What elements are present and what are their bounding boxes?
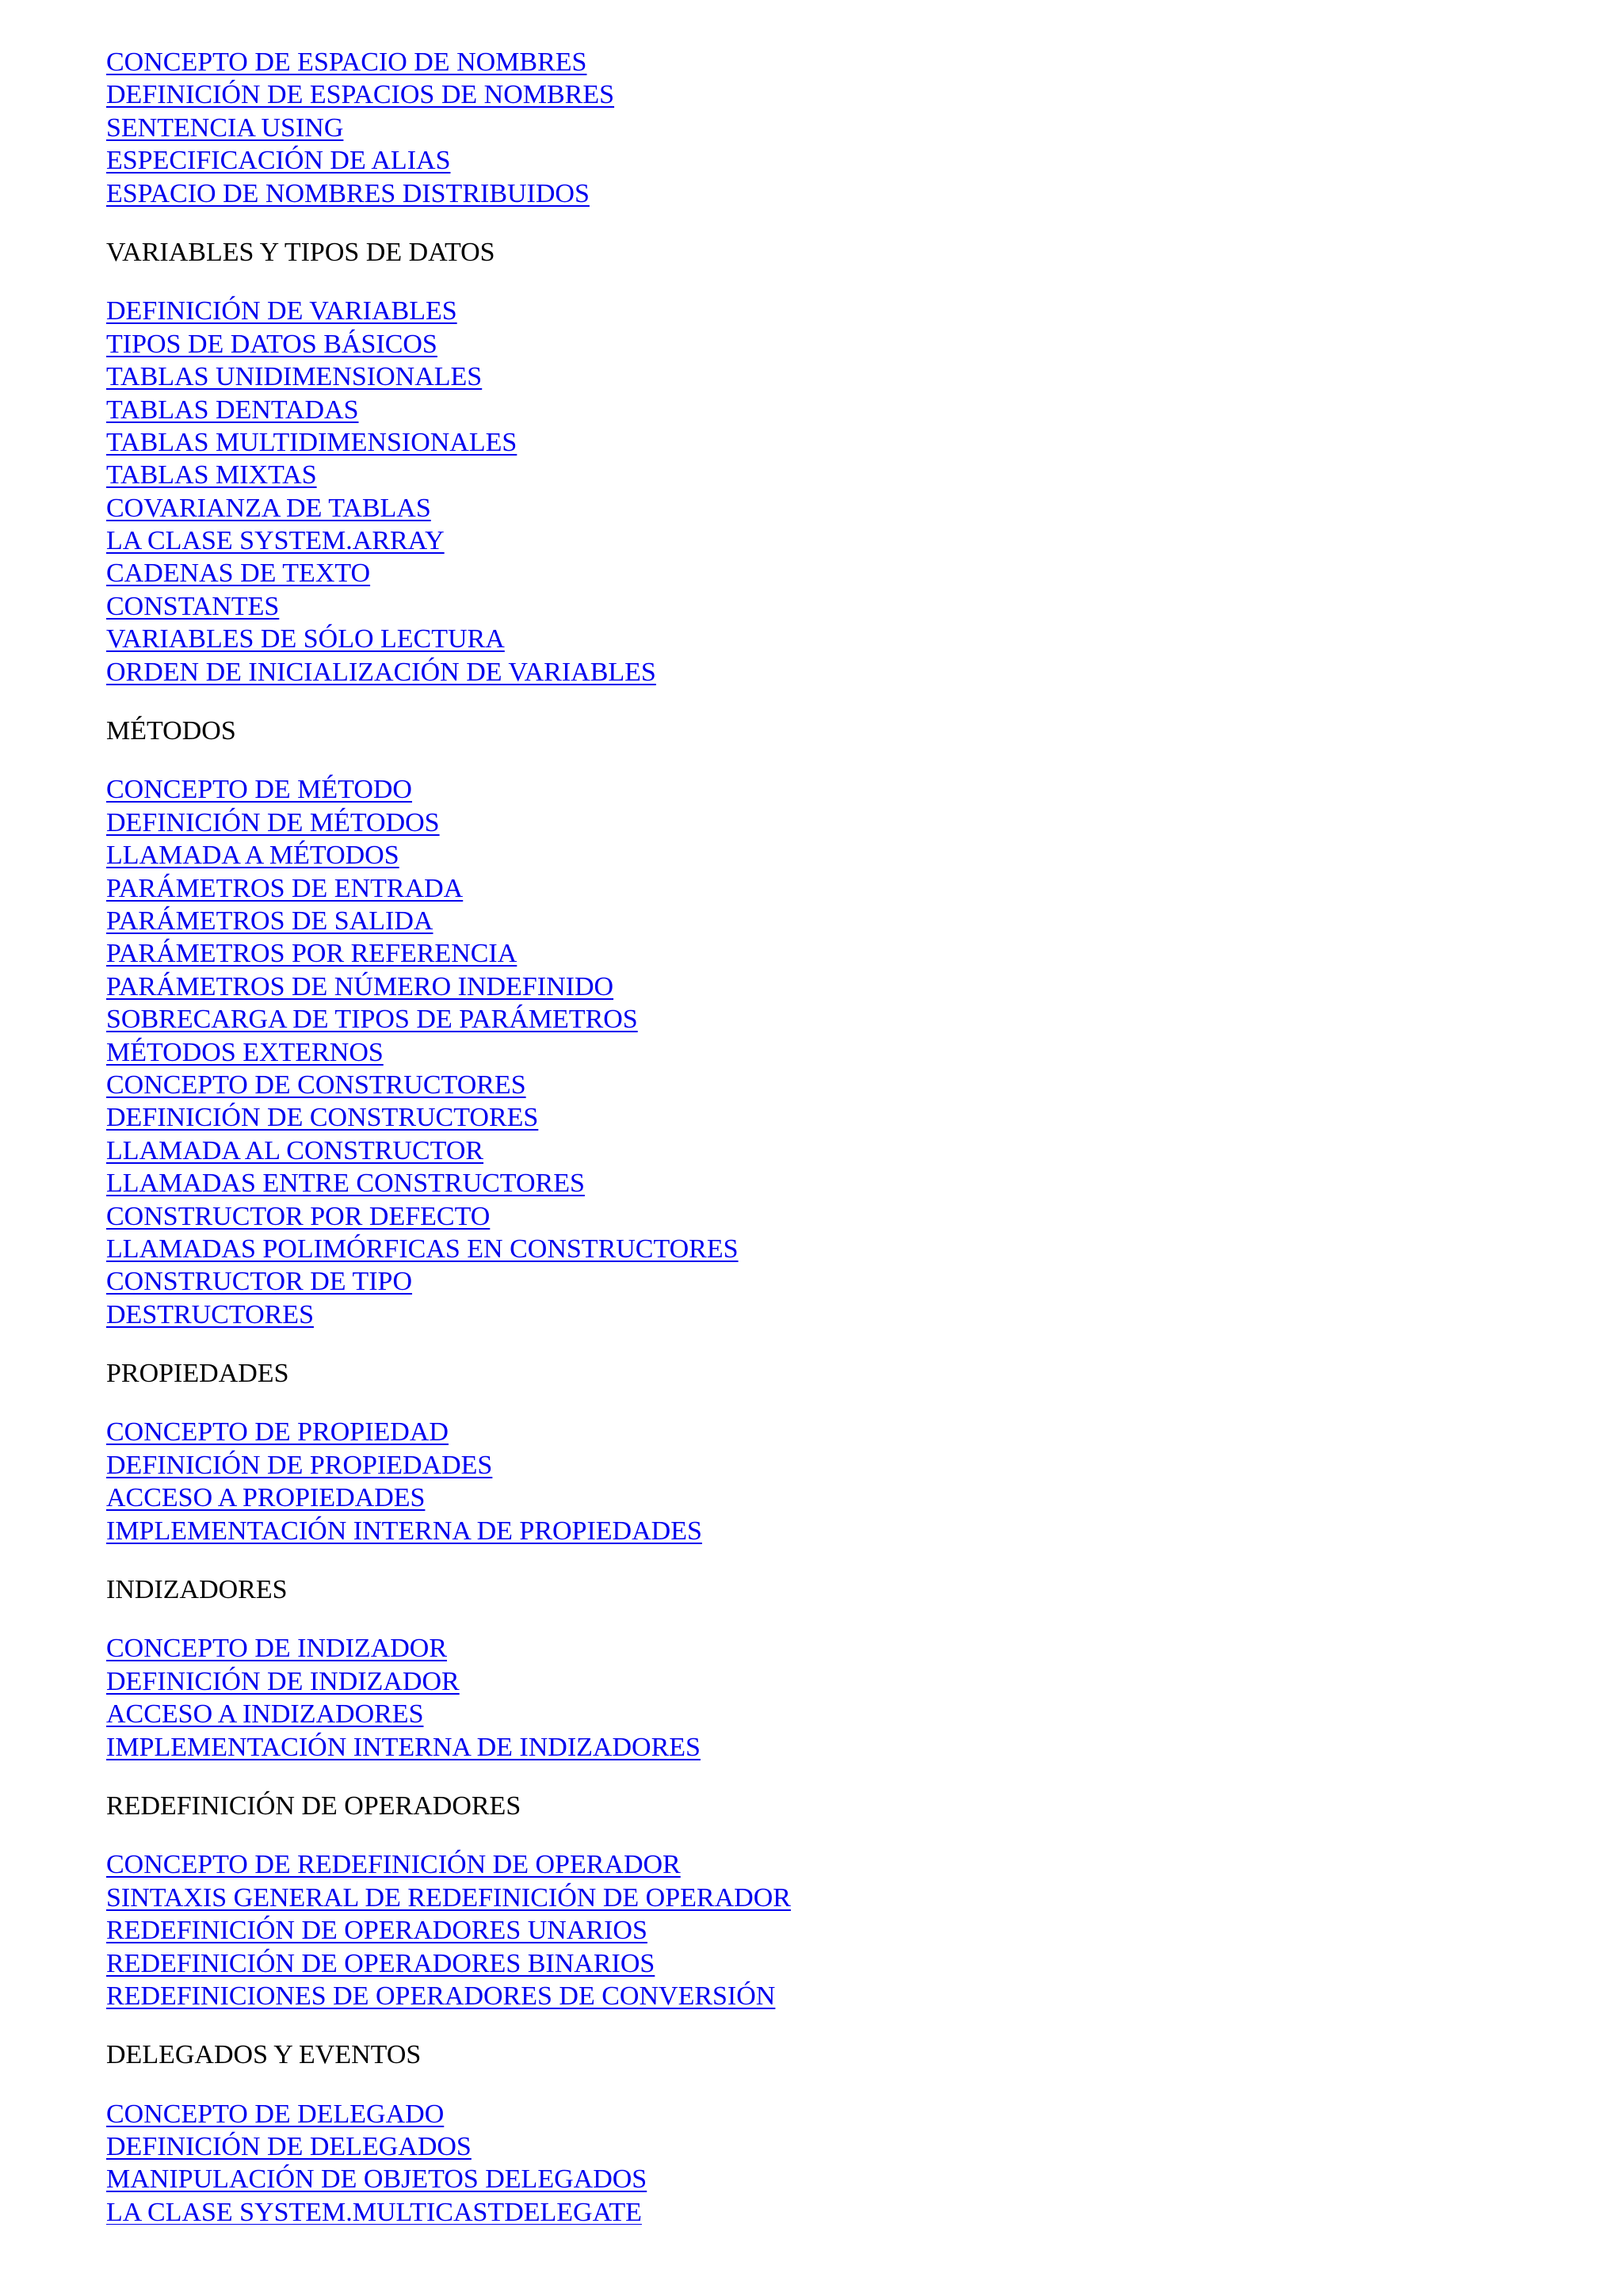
list-item <box>106 872 1533 905</box>
list-item <box>106 144 1533 177</box>
toc-link[interactable]: CONCEPTO DE REDEFINICIÓN DE OPERADOR <box>106 1850 681 1880</box>
toc-link[interactable]: DEFINICIÓN DE MÉTODOS <box>106 807 440 837</box>
list-item <box>106 1167 1533 1199</box>
toc-link[interactable]: DEFINICIÓN DE PROPIEDADES <box>106 1450 493 1480</box>
list-item <box>106 1848 1533 1881</box>
list-item <box>106 524 1533 557</box>
toc-link[interactable]: PARÁMETROS POR REFERENCIA <box>106 939 517 969</box>
list-item <box>106 1036 1533 1069</box>
list-item <box>106 1980 1533 2012</box>
list-item <box>106 2130 1533 2163</box>
toc-link[interactable]: COVARIANZA DE TABLAS <box>106 493 431 523</box>
section-link-list <box>106 1848 1533 2012</box>
toc-link[interactable]: PARÁMETROS DE NÚMERO INDEFINIDO <box>106 971 614 1001</box>
list-item <box>106 1515 1533 1547</box>
toc-link[interactable]: LLAMADA AL CONSTRUCTOR <box>106 1135 484 1165</box>
list-item <box>106 2196 1533 2225</box>
list-item <box>106 1069 1533 1101</box>
table-of-contents <box>106 46 1533 2225</box>
toc-link[interactable]: CONCEPTO DE DELEGADO <box>106 2099 445 2129</box>
toc-link[interactable]: CONCEPTO DE INDIZADOR <box>106 1634 448 1664</box>
section-spacer <box>106 1764 1533 1790</box>
toc-link[interactable]: DEFINICIÓN DE VARIABLES <box>106 296 457 326</box>
list-item <box>106 623 1533 655</box>
list-item <box>106 360 1533 393</box>
section-spacer <box>106 1331 1533 1357</box>
section-spacer <box>106 747 1533 773</box>
list-item <box>106 557 1533 589</box>
toc-link[interactable]: IMPLEMENTACIÓN INTERNA DE PROPIEDADES <box>106 1516 702 1546</box>
partial-top-list <box>106 46 1533 78</box>
list-item <box>106 1914 1533 1947</box>
list-item <box>106 328 1533 360</box>
toc-link[interactable]: CONSTANTES <box>106 591 280 621</box>
section-link-list <box>106 1632 1533 1764</box>
list-item <box>106 807 1533 839</box>
list-item <box>106 2098 1533 2130</box>
section-spacer <box>106 1822 1533 1848</box>
list-item <box>106 1482 1533 1514</box>
list-item <box>106 1200 1533 1233</box>
toc-link[interactable]: CONSTRUCTOR POR DEFECTO <box>106 1201 491 1231</box>
section-spacer <box>106 2072 1533 2098</box>
toc-link[interactable]: LA CLASE SYSTEM.MULTICASTDELEGATE <box>106 2197 642 2225</box>
section-spacer <box>106 1547 1533 1573</box>
list-item <box>106 905 1533 937</box>
toc-link[interactable]: LLAMADAS ENTRE CONSTRUCTORES <box>106 1169 585 1199</box>
toc-link[interactable]: ACCESO A INDIZADORES <box>106 1699 424 1730</box>
toc-link[interactable]: PARÁMETROS DE ENTRADA <box>106 873 464 903</box>
list-item <box>106 2163 1533 2195</box>
toc-link[interactable]: SOBRECARGA DE TIPOS DE PARÁMETROS <box>106 1005 638 1035</box>
partial-bottom-list <box>106 2196 1533 2225</box>
section-heading: REDEFINICIÓN DE OPERADORES <box>106 1791 521 1821</box>
section-link-list <box>106 773 1533 1331</box>
section-heading: INDIZADORES <box>106 1575 288 1605</box>
toc-link[interactable]: TABLAS DENTADAS <box>106 395 359 425</box>
list-item <box>106 1449 1533 1482</box>
section-spacer <box>106 688 1533 715</box>
toc-link[interactable]: SENTENCIA USING <box>106 113 344 143</box>
toc-link[interactable]: IMPLEMENTACIÓN INTERNA DE INDIZADORES <box>106 1732 701 1762</box>
section-spacer <box>106 2012 1533 2039</box>
toc-link[interactable]: LLAMADA A MÉTODOS <box>106 841 399 871</box>
toc-link[interactable]: DEFINICIÓN DE INDIZADOR <box>106 1666 460 1696</box>
toc-link[interactable]: PARÁMETROS DE SALIDA <box>106 906 433 936</box>
list-item <box>106 1135 1533 1167</box>
toc-link[interactable]: CADENAS DE TEXTO <box>106 559 371 589</box>
toc-link[interactable]: ORDEN DE INICIALIZACIÓN DE VARIABLES <box>106 657 656 687</box>
list-item <box>106 937 1533 970</box>
toc-link[interactable]: MÉTODOS EXTERNOS <box>106 1037 384 1067</box>
list-item <box>106 1101 1533 1134</box>
list-item <box>106 1233 1533 1265</box>
list-item <box>106 1003 1533 1035</box>
list-item <box>106 492 1533 524</box>
toc-link[interactable]: LA CLASE SYSTEM.ARRAY <box>106 526 445 556</box>
toc-link[interactable]: DEFINICIÓN DE DELEGADOS <box>106 2132 472 2162</box>
section-spacer <box>106 210 1533 236</box>
list-item <box>106 426 1533 459</box>
toc-link[interactable]: CONCEPTO DE ESPACIO DE NOMBRES <box>106 48 587 77</box>
toc-link[interactable]: CONCEPTO DE CONSTRUCTORES <box>106 1070 526 1100</box>
toc-link[interactable]: TABLAS MIXTAS <box>106 460 317 490</box>
list-item <box>106 394 1533 426</box>
list-item <box>106 46 1533 78</box>
toc-link[interactable]: MANIPULACIÓN DE OBJETOS DELEGADOS <box>106 2164 647 2195</box>
list-item <box>106 590 1533 623</box>
toc-link[interactable]: REDEFINICIÓN DE OPERADORES UNARIOS <box>106 1916 647 1946</box>
toc-link[interactable]: REDEFINICIONES DE OPERADORES DE CONVERSIÓN <box>106 1981 776 2011</box>
toc-sections <box>106 78 1533 2195</box>
list-item <box>106 459 1533 491</box>
section-link-list <box>106 2098 1533 2196</box>
toc-link[interactable]: CONCEPTO DE MÉTODO <box>106 775 412 805</box>
list-item <box>106 112 1533 144</box>
toc-link[interactable]: ESPACIO DE NOMBRES DISTRIBUIDOS <box>106 178 590 208</box>
list-item <box>106 1698 1533 1730</box>
section-link-list <box>106 295 1533 688</box>
section-heading: DELEGADOS Y EVENTOS <box>106 2040 422 2070</box>
list-item <box>106 656 1533 688</box>
list-item <box>106 1731 1533 1764</box>
list-item <box>106 78 1533 111</box>
toc-link[interactable]: CONSTRUCTOR DE TIPO <box>106 1267 413 1297</box>
toc-link[interactable]: DEFINICIÓN DE CONSTRUCTORES <box>106 1103 539 1133</box>
toc-link[interactable]: REDEFINICIÓN DE OPERADORES BINARIOS <box>106 1948 655 1978</box>
toc-link[interactable]: ESPECIFICACIÓN DE ALIAS <box>106 146 451 176</box>
section-heading: MÉTODOS <box>106 716 236 746</box>
list-item <box>106 1416 1533 1448</box>
section-spacer <box>106 1606 1533 1632</box>
list-item <box>106 1299 1533 1331</box>
section-heading: PROPIEDADES <box>106 1359 289 1389</box>
list-item <box>106 839 1533 871</box>
toc-link[interactable]: SINTAXIS GENERAL DE REDEFINICIÓN DE OPERADOR <box>106 1882 791 1913</box>
list-item <box>106 177 1533 210</box>
toc-link[interactable]: DEFINICIÓN DE ESPACIOS DE NOMBRES <box>106 80 615 110</box>
list-item <box>106 1632 1533 1665</box>
list-item <box>106 1947 1533 1980</box>
section-spacer <box>106 1390 1533 1416</box>
toc-link[interactable]: DESTRUCTORES <box>106 1299 314 1329</box>
section-link-list <box>106 78 1533 210</box>
list-item <box>106 1665 1533 1698</box>
toc-link[interactable]: TABLAS UNIDIMENSIONALES <box>106 362 483 392</box>
toc-link[interactable]: TIPOS DE DATOS BÁSICOS <box>106 329 437 359</box>
list-item <box>106 1265 1533 1298</box>
toc-link[interactable]: CONCEPTO DE PROPIEDAD <box>106 1417 449 1447</box>
toc-link[interactable]: ACCESO A PROPIEDADES <box>106 1483 426 1513</box>
list-item <box>106 295 1533 327</box>
toc-link[interactable]: TABLAS MULTIDIMENSIONALES <box>106 427 517 457</box>
list-item <box>106 1882 1533 1914</box>
section-heading: VARIABLES Y TIPOS DE DATOS <box>106 237 495 267</box>
section-spacer <box>106 269 1533 295</box>
list-item <box>106 773 1533 806</box>
list-item <box>106 971 1533 1003</box>
toc-link[interactable]: VARIABLES DE SÓLO LECTURA <box>106 624 505 654</box>
section-link-list <box>106 1416 1533 1547</box>
toc-link[interactable]: LLAMADAS POLIMÓRFICAS EN CONSTRUCTORES <box>106 1234 739 1264</box>
